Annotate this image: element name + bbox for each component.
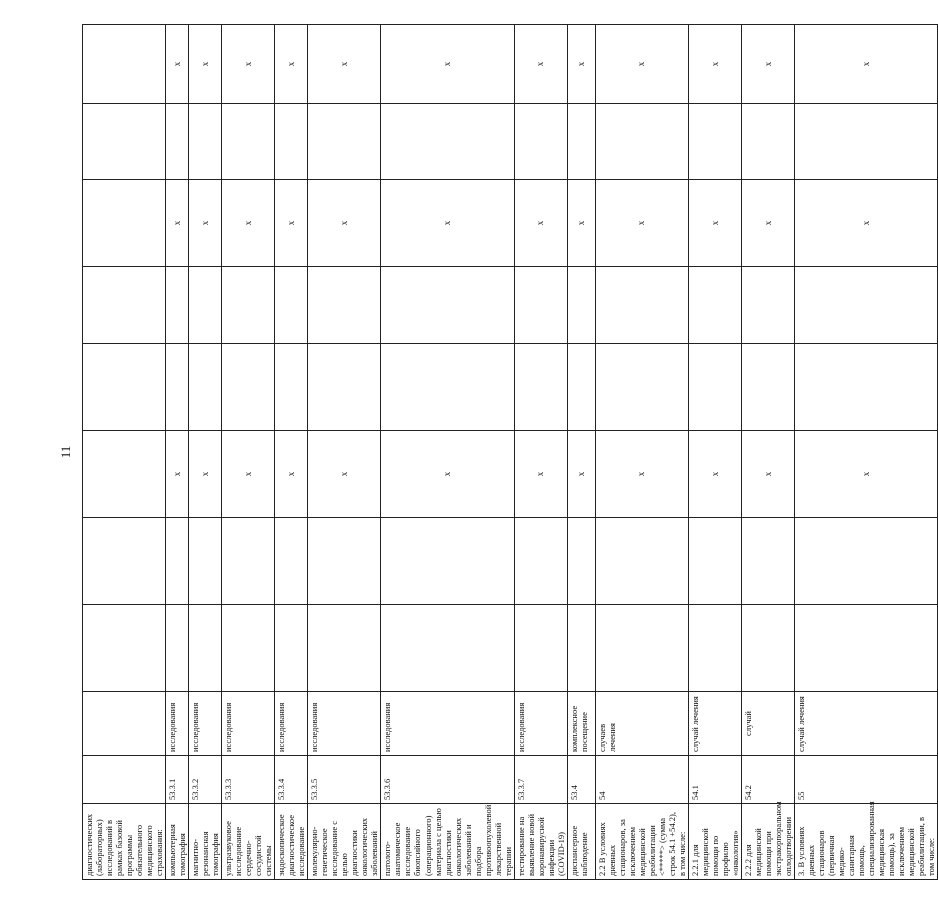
not-applicable-mark: х bbox=[762, 220, 773, 226]
row-name: 2.2.2 для медицинской помощи при экстракорпоральном оплодотворении bbox=[741, 804, 794, 880]
not-applicable-mark: х bbox=[199, 220, 210, 226]
value-cell bbox=[595, 344, 688, 431]
value-cell bbox=[166, 518, 189, 605]
not-applicable-mark: х bbox=[339, 471, 350, 477]
value-cell bbox=[595, 180, 688, 267]
value-cell bbox=[514, 431, 567, 518]
table-row bbox=[189, 25, 222, 880]
row-unit: случаев лечения bbox=[595, 692, 688, 756]
row-name: патолого-анатомическое исследование биопсийного (операционного) материала с целью диагностики онкологических заболеваний и подбора противоопухолевой лекарственной терапии bbox=[381, 804, 514, 880]
row-code: 53.3.4 bbox=[275, 756, 308, 804]
row-unit: исследования bbox=[275, 692, 308, 756]
value-cell bbox=[308, 267, 381, 344]
value-cell bbox=[83, 605, 166, 692]
value-cell bbox=[189, 104, 222, 180]
table-row bbox=[308, 25, 381, 880]
row-unit: случай bbox=[741, 692, 794, 756]
row-name: молекулярно-генетическое исследование с целью диагностики онкологических заболеваний bbox=[308, 804, 381, 880]
not-applicable-mark: х bbox=[442, 471, 453, 477]
value-cell bbox=[166, 25, 189, 104]
value-cell bbox=[741, 104, 794, 180]
value-cell bbox=[308, 431, 381, 518]
row-code: 53.3.6 bbox=[381, 756, 514, 804]
not-applicable-mark: х bbox=[199, 471, 210, 477]
not-applicable-mark: х bbox=[286, 220, 296, 226]
not-applicable-mark: х bbox=[575, 61, 586, 67]
value-cell bbox=[308, 344, 381, 431]
value-cell bbox=[595, 431, 688, 518]
not-applicable-mark: х bbox=[242, 471, 253, 477]
row-unit: исследования bbox=[166, 692, 189, 756]
not-applicable-mark: х bbox=[709, 61, 720, 67]
not-applicable-mark: х bbox=[709, 471, 720, 477]
value-cell bbox=[222, 344, 275, 431]
not-applicable-mark: х bbox=[575, 471, 586, 477]
row-name: компьютерная томография bbox=[166, 804, 189, 880]
table-row bbox=[567, 25, 595, 880]
row-code: 53.3.7 bbox=[514, 756, 567, 804]
row-code: 54 bbox=[595, 756, 688, 804]
value-cell bbox=[275, 104, 308, 180]
value-cell bbox=[795, 605, 938, 692]
value-cell bbox=[688, 267, 741, 344]
value-cell bbox=[595, 25, 688, 104]
not-applicable-mark: х bbox=[242, 61, 253, 67]
value-cell bbox=[795, 25, 938, 104]
value-cell bbox=[567, 605, 595, 692]
value-cell bbox=[381, 344, 514, 431]
value-cell bbox=[688, 25, 741, 104]
value-cell bbox=[189, 180, 222, 267]
row-unit bbox=[83, 692, 166, 756]
value-cell bbox=[83, 518, 166, 605]
value-cell bbox=[688, 180, 741, 267]
not-applicable-mark: х bbox=[442, 220, 453, 226]
not-applicable-mark: х bbox=[535, 61, 546, 67]
value-cell bbox=[222, 605, 275, 692]
value-cell bbox=[514, 344, 567, 431]
row-unit: исследования bbox=[308, 692, 381, 756]
value-cell bbox=[275, 518, 308, 605]
value-cell bbox=[688, 431, 741, 518]
value-cell bbox=[166, 605, 189, 692]
value-cell bbox=[688, 104, 741, 180]
value-cell bbox=[275, 267, 308, 344]
row-code: 53.3.1 bbox=[166, 756, 189, 804]
row-name: тестирование на выявление новой коронавирусной инфекции (COVID-19) bbox=[514, 804, 567, 880]
value-cell bbox=[222, 518, 275, 605]
value-cell bbox=[189, 518, 222, 605]
row-name: диспансерное наблюдение bbox=[567, 804, 595, 880]
value-cell bbox=[189, 267, 222, 344]
value-cell bbox=[514, 267, 567, 344]
not-applicable-mark: х bbox=[339, 61, 350, 67]
not-applicable-mark: х bbox=[762, 61, 773, 67]
value-cell bbox=[795, 104, 938, 180]
row-code: 54.2 bbox=[741, 756, 794, 804]
row-name: ультразвуковое исследование сердечно-сосудистой системы bbox=[222, 804, 275, 880]
value-cell bbox=[795, 267, 938, 344]
value-cell bbox=[381, 605, 514, 692]
not-applicable-mark: х bbox=[171, 471, 182, 477]
row-name: диагностических (лабораторных) исследований в рамках базовой программы обязательного медицинского страхования: bbox=[83, 804, 166, 880]
not-applicable-mark: х bbox=[339, 220, 350, 226]
row-name: 2.2.1 для медицинской помощи по профилю «онкология» bbox=[688, 804, 741, 880]
row-code: 53.3.3 bbox=[222, 756, 275, 804]
value-cell bbox=[741, 25, 794, 104]
value-cell bbox=[688, 605, 741, 692]
value-cell bbox=[189, 344, 222, 431]
value-cell bbox=[567, 431, 595, 518]
not-applicable-mark: х bbox=[636, 61, 647, 67]
value-cell bbox=[595, 605, 688, 692]
row-unit: комплексное посещение bbox=[567, 692, 595, 756]
value-cell bbox=[795, 431, 938, 518]
table-row bbox=[514, 25, 567, 880]
not-applicable-mark: х bbox=[171, 61, 182, 67]
row-name: эндоскопическое диагностическое исследование bbox=[275, 804, 308, 880]
row-unit: исследования bbox=[222, 692, 275, 756]
row-unit: случай лечения bbox=[795, 692, 938, 756]
value-cell bbox=[381, 104, 514, 180]
not-applicable-mark: х bbox=[286, 471, 296, 477]
value-cell bbox=[166, 344, 189, 431]
value-cell bbox=[83, 344, 166, 431]
value-cell bbox=[567, 25, 595, 104]
value-cell bbox=[83, 267, 166, 344]
value-cell bbox=[514, 104, 567, 180]
value-cell bbox=[688, 344, 741, 431]
row-code: 53.3.2 bbox=[189, 756, 222, 804]
row-code bbox=[83, 756, 166, 804]
value-cell bbox=[741, 605, 794, 692]
not-applicable-mark: х bbox=[535, 471, 546, 477]
table-row bbox=[83, 25, 166, 880]
row-unit: исследования bbox=[514, 692, 567, 756]
not-applicable-mark: х bbox=[199, 61, 210, 67]
not-applicable-mark: х bbox=[860, 61, 871, 67]
value-cell bbox=[166, 104, 189, 180]
value-cell bbox=[275, 344, 308, 431]
row-name: магнитно-резонансная томография bbox=[189, 804, 222, 880]
table-row bbox=[688, 25, 741, 880]
value-cell bbox=[166, 180, 189, 267]
table-row bbox=[166, 25, 189, 880]
value-cell bbox=[381, 518, 514, 605]
value-cell bbox=[222, 25, 275, 104]
value-cell bbox=[189, 25, 222, 104]
table-row bbox=[381, 25, 514, 880]
value-cell bbox=[741, 344, 794, 431]
row-code: 55 bbox=[795, 756, 938, 804]
row-code: 53.3.5 bbox=[308, 756, 381, 804]
not-applicable-mark: х bbox=[575, 220, 586, 226]
table-row bbox=[741, 25, 794, 880]
value-cell bbox=[222, 431, 275, 518]
value-cell bbox=[166, 267, 189, 344]
rotated-page-content bbox=[82, 25, 937, 880]
value-cell bbox=[222, 180, 275, 267]
table-row bbox=[275, 25, 308, 880]
value-cell bbox=[381, 25, 514, 104]
value-cell bbox=[308, 180, 381, 267]
value-cell bbox=[222, 104, 275, 180]
value-cell bbox=[567, 267, 595, 344]
not-applicable-mark: х bbox=[242, 220, 253, 226]
value-cell bbox=[189, 605, 222, 692]
value-cell bbox=[166, 431, 189, 518]
row-name: 2.2 В условиях дневных стационаров, за исключением медицинской реабилитации <*****> (сумма строк 54.1 +54.2), в том числе: bbox=[595, 804, 688, 880]
value-cell bbox=[83, 431, 166, 518]
row-unit: исследования bbox=[189, 692, 222, 756]
not-applicable-mark: х bbox=[636, 220, 647, 226]
value-cell bbox=[189, 431, 222, 518]
row-unit: случай лечения bbox=[688, 692, 741, 756]
not-applicable-mark: х bbox=[762, 471, 773, 477]
value-cell bbox=[741, 180, 794, 267]
value-cell bbox=[741, 431, 794, 518]
value-cell bbox=[308, 518, 381, 605]
value-cell bbox=[595, 267, 688, 344]
value-cell bbox=[567, 518, 595, 605]
not-applicable-mark: х bbox=[535, 220, 546, 226]
value-cell bbox=[514, 25, 567, 104]
page-number: 11 bbox=[58, 445, 73, 459]
value-cell bbox=[795, 344, 938, 431]
value-cell bbox=[381, 431, 514, 518]
table-row bbox=[222, 25, 275, 880]
not-applicable-mark: х bbox=[636, 471, 647, 477]
value-cell bbox=[741, 518, 794, 605]
value-cell bbox=[514, 180, 567, 267]
table-row bbox=[795, 25, 938, 880]
value-cell bbox=[308, 25, 381, 104]
value-cell bbox=[595, 104, 688, 180]
value-cell bbox=[275, 431, 308, 518]
not-applicable-mark: х bbox=[709, 220, 720, 226]
value-cell bbox=[222, 267, 275, 344]
value-cell bbox=[567, 104, 595, 180]
value-cell bbox=[514, 518, 567, 605]
value-cell bbox=[741, 267, 794, 344]
table-row bbox=[595, 25, 688, 880]
row-unit: исследования bbox=[381, 692, 514, 756]
value-cell bbox=[688, 518, 741, 605]
value-cell bbox=[381, 180, 514, 267]
not-applicable-mark: х bbox=[286, 61, 296, 67]
value-cell bbox=[381, 267, 514, 344]
value-cell bbox=[514, 605, 567, 692]
value-cell bbox=[308, 104, 381, 180]
value-cell bbox=[275, 605, 308, 692]
value-cell bbox=[795, 180, 938, 267]
row-code: 54.1 bbox=[688, 756, 741, 804]
value-cell bbox=[595, 518, 688, 605]
not-applicable-mark: х bbox=[860, 220, 871, 226]
not-applicable-mark: х bbox=[860, 471, 871, 477]
row-name: 3. В условиях дневных стационаров (первичная медико-санитарная помощь, специализированная медицинская помощь), за исключением медицинской реабилитации, в том числе: bbox=[795, 804, 938, 880]
value-cell bbox=[308, 605, 381, 692]
not-applicable-mark: х bbox=[171, 220, 182, 226]
value-cell bbox=[567, 344, 595, 431]
medical-volume-table bbox=[82, 24, 938, 880]
value-cell bbox=[83, 180, 166, 267]
value-cell bbox=[567, 180, 595, 267]
not-applicable-mark: х bbox=[442, 61, 453, 67]
value-cell bbox=[83, 25, 166, 104]
value-cell bbox=[83, 104, 166, 180]
value-cell bbox=[275, 25, 308, 104]
row-code: 53.4 bbox=[567, 756, 595, 804]
value-cell bbox=[795, 518, 938, 605]
value-cell bbox=[275, 180, 308, 267]
